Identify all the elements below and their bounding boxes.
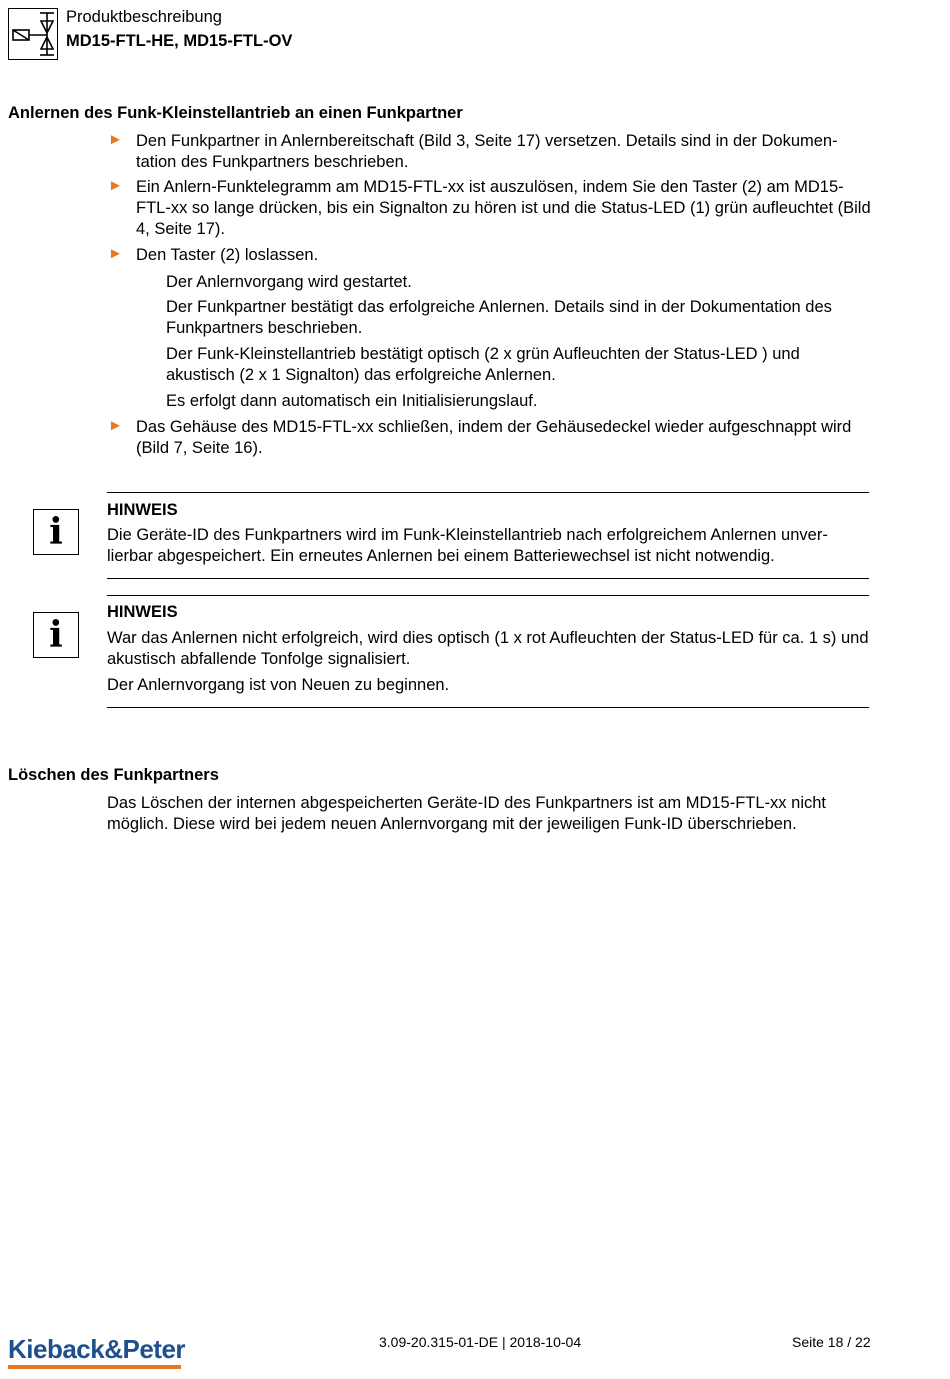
step-text: Den Taster (2) loslassen. (136, 246, 319, 264)
actuator-symbol-icon (8, 8, 58, 60)
note-title: HINWEIS (107, 603, 178, 621)
step-item (108, 417, 871, 459)
page-number: Seite 18 / 22 (792, 1334, 871, 1350)
section-title-delete: Löschen des Funkpartners (8, 766, 219, 784)
arrow-bullet-icon: ► (108, 417, 123, 434)
note-divider (107, 707, 869, 708)
arrow-bullet-icon: ► (108, 131, 123, 148)
result-text: Der Anlernvorgang wird gestartet. (166, 273, 412, 291)
note-divider (107, 578, 869, 579)
result-text: Der Funkpartner bestätigt das erfolgreiche Anlernen. Details sind in der Dokumentation des Funkpartners beschrieben. (166, 298, 832, 337)
note-divider (107, 492, 869, 493)
section-text: Das Löschen der internen abgespeicherten Geräte-ID des Funkpartners ist am MD15-FTL-xx nicht möglich. Diese wird bei jedem neuen Anlernvorgang mit der jeweiligen Funk-ID überschrieben. (107, 794, 826, 833)
step-text: Den Funkpartner in Anlernbereitschaft (Bild 3, Seite 17) versetzen. Details sind in der Dokumen-tation des Funkpartners beschrieben. (136, 132, 838, 171)
step-item (108, 131, 871, 173)
doc-type-title: Produktbeschreibung (66, 8, 222, 26)
note-text: Die Geräte-ID des Funkpartners wird im Funk-Kleinstellantrieb nach erfolgreichem Anlernen unver-lierbar abgespeichert. Ein erneutes Anlernen bei einem Batteriewechsel ist nicht notwendig. (107, 526, 828, 565)
brand-logo: Kieback&Peter (8, 1334, 186, 1364)
result-text: Der Funk-Kleinstellantrieb bestätigt optisch (2 x grün Aufleuchten der Status-LED ) und akustisch (2 x 1 Signalton) das erfolgreiche Anlernen. (166, 345, 800, 384)
arrow-bullet-icon: ► (108, 245, 123, 262)
note-text: Der Anlernvorgang ist von Neuen zu beginnen. (107, 676, 450, 694)
logo-underline (8, 1365, 181, 1369)
arrow-bullet-icon: ► (108, 177, 123, 194)
step-text: Ein Anlern-Funktelegramm am MD15-FTL-xx ist auszulösen, indem Sie den Taster (2) am MD15-FTL-xx so lange drücken, bis ein Signalton zu hören ist und die Status-LED (1) grün aufleuchtet (Bild 4, Seite 17). (136, 178, 871, 238)
step-item (108, 177, 871, 240)
step-item (108, 245, 871, 266)
note-title: HINWEIS (107, 501, 178, 519)
result-text: Es erfolgt dann automatisch ein Initialisierungslauf. (166, 392, 538, 410)
step-text: Das Gehäuse des MD15-FTL-xx schließen, indem der Gehäusedeckel wieder aufgeschnappt wird (Bild 7, Seite 16). (136, 418, 852, 457)
product-subtitle: MD15-FTL-HE, MD15-FTL-OV (66, 32, 293, 50)
info-icon: i (33, 612, 79, 658)
note-text: War das Anlernen nicht erfolgreich, wird dies optisch (1 x rot Aufleuchten der Status-LED für ca. 1 s) und akustisch abfallende Tonfolge signalisiert. (107, 629, 869, 668)
section-title-pairing: Anlernen des Funk-Kleinstellantrieb an einen Funkpartner (8, 104, 463, 122)
note-block (107, 602, 869, 696)
doc-id: 3.09-20.315-01-DE | 2018-10-04 (379, 1334, 582, 1350)
note-divider (107, 595, 869, 596)
info-icon: i (33, 509, 79, 555)
note-block (107, 500, 869, 567)
